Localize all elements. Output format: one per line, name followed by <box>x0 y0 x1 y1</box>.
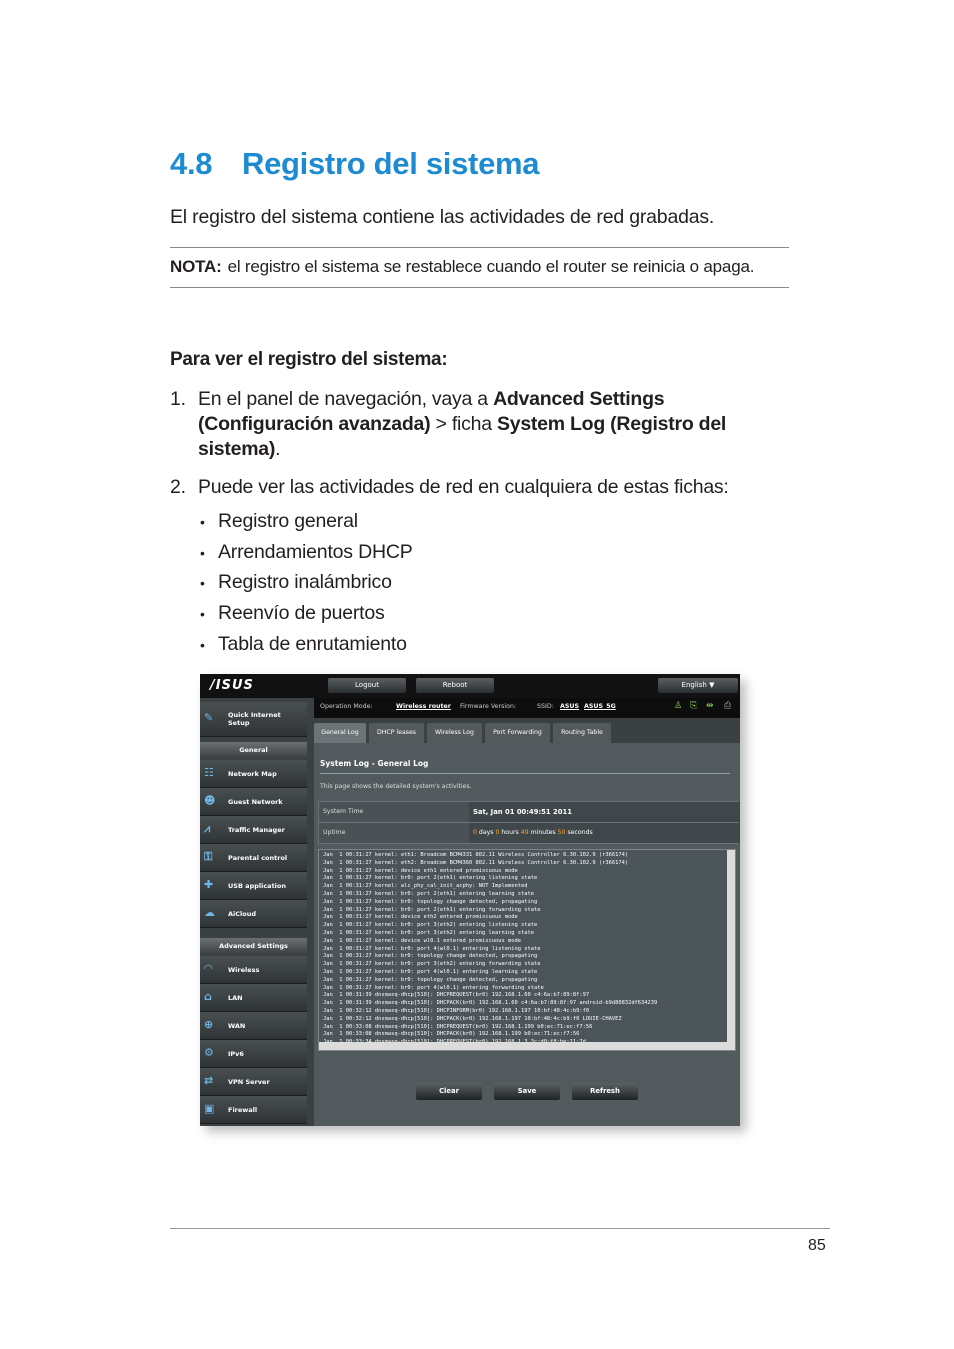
firmware-label: Firmware Version: <box>460 703 517 710</box>
uptime-hours: 0 <box>495 829 500 836</box>
reboot-button[interactable]: Reboot <box>416 678 494 693</box>
bullet-icon: • <box>200 636 205 653</box>
uptime-label: Uptime <box>319 823 469 843</box>
sidebar-item-label: Wireless <box>228 966 260 974</box>
sidebar-item-label: AiCloud <box>228 910 257 918</box>
vertical-scrollbar[interactable] <box>727 850 735 1050</box>
section-number: 4.8 <box>170 146 213 181</box>
chevron-down-icon: ▼ <box>709 681 715 689</box>
list-item-text: Registro inalámbrico <box>218 571 392 594</box>
router-ui-screenshot <box>200 674 740 1126</box>
sidebar-item-aicloud[interactable] <box>200 900 307 928</box>
refresh-button[interactable]: Refresh <box>572 1083 638 1100</box>
sidebar-item-label: LAN <box>228 994 243 1002</box>
quick-internet-setup-button[interactable] <box>200 702 307 737</box>
intro-paragraph: El registro del sistema contiene las actividades de red grabadas. <box>170 206 715 228</box>
tab-list <box>200 506 413 659</box>
firewall-icon: ▣ <box>204 1102 215 1115</box>
system-time-value: Sat, Jan 01 00:49:51 2011 <box>469 802 740 822</box>
tab-routing-table[interactable]: Routing Table <box>553 723 611 743</box>
save-button[interactable]: Save <box>494 1083 560 1100</box>
sidebar-item-label: Firewall <box>228 1106 258 1114</box>
sidebar-item-label: WAN <box>228 1022 246 1030</box>
sidebar-item-label: VPN Server <box>228 1078 270 1086</box>
ipv6-icon: ⚙ <box>204 1046 214 1059</box>
system-log-term: System Log (Registro del sistema) <box>198 413 727 460</box>
sidebar-item-label: Guest Network <box>228 798 283 806</box>
uptime-row <box>318 822 738 844</box>
step-2 <box>170 475 790 500</box>
sidebar-item-traffic-manager[interactable] <box>200 816 307 844</box>
guest-network-icon: ☻ <box>204 794 216 807</box>
list-item-text: Registro general <box>218 510 358 532</box>
logout-button[interactable]: Logout <box>328 678 406 693</box>
sidebar-item-guest-network[interactable] <box>200 788 307 816</box>
step-number: 1. <box>170 388 186 410</box>
clear-button[interactable]: Clear <box>416 1083 482 1100</box>
step-text-part: > ficha <box>430 413 497 435</box>
wireless-icon: ◠ <box>204 962 213 975</box>
divider <box>320 773 730 774</box>
log-text: Jan 1 00:31:27 kernel: eth1: Broadcom BCM4331 802.11 Wireless Controller 6.30.102.9 (r366174) Jan 1 00:31:27 kernel: eth2: Broadcom BCM4360 802.11 Wireless Controller 6.30.102.9 (r366174) Jan 1 00:31:27 kernel: device eth1 entered promiscuous mode Jan 1 00:31:27 kernel: br0: port 2(eth1) entering listening state Jan 1 00:31:27 kernel: wlc_phy_cal_init_acphy: NOT Implemented Jan 1 00:31:27 kernel: br0: port 2(eth1) entering learning state Jan 1 00:31:27 kernel: br0: topology change detected, propagating Jan 1 00:31:27 kernel: br0: port 2(eth1) entering forwarding state Jan 1 00:31:27 kernel: device eth2 entered promiscuous mode Jan 1 00:31:27 kernel: br0: port 3(eth2) entering listening state Jan 1 00:31:27 kernel: br0: port 3(eth2) entering learning state Jan 1 00:31:27 kernel: device wl0.1 entered promiscuous mode Jan 1 00:31:27 kernel: br0: port 4(wl0.1) entering listening state Jan 1 00:31:27 kernel: br0: topology change detected, propagating Jan 1 00:31:27 kernel: br0: port 3(eth2) entering forwarding state Jan 1 00:31:27 kernel: br0: port 4(wl0.1) entering learning state Jan 1 00:31:27 kernel: br0: topology change detected, propagating Jan 1 00:31:27 kernel: br0: port 4(wl0.1) entering forwarding state Jan 1 00:31:39 dnsmasq-dhcp[510]: DHCPREQUEST(br0) 192.168.1.60 c4:6a:b7:89:8f:97 Jan 1 00:31:39 dnsmasq-dhcp[510]: DHCPACK(br0) 192.168.1.60 c4:6a:b7:89:8f:97 android-b9d80832df634239 Jan 1 00:32:12 dnsmasq-dhcp[510]: DHCPINFORM(br0) 192.168.1.197 10:bf:48:4c:b9:f0 Jan 1 00:32:12 dnsmasq-dhcp[510]: DHCPACK(br0) 192.168.1.197 10:bf:48:4c:b9:f0 LOUIE-CHAVEZ Jan 1 00:33:08 dnsmasq-dhcp[510]: DHCPREQUEST(br0) 192.168.1.199 b0:ec:71:ec:f7:56 Jan 1 00:33:08 dnsmasq-dhcp[510]: DHCPACK(br0) 192.168.1.199 b0:ec:71:ec:f7:56 <box>323 852 658 1038</box>
footer-rule <box>170 1228 830 1229</box>
step-text-part: En el panel de navegación, vaya a <box>198 388 494 410</box>
procedure-title: Para ver el registro del sistema: <box>170 349 448 370</box>
parental-control-icon: ⚿ <box>204 850 213 863</box>
client-status-icon[interactable]: ♙ <box>674 701 683 711</box>
sidebar-advanced-header: Advanced Settings <box>200 938 307 954</box>
asus-logo: /ISUS <box>210 678 254 693</box>
list-item-text: Reenvío de puertos <box>218 602 385 625</box>
list-item <box>200 629 413 660</box>
sidebar-item-label: Network Map <box>228 770 277 778</box>
language-label: English <box>681 681 707 689</box>
panel-title: System Log - General Log <box>320 759 429 768</box>
ssid-link[interactable]: ASUS <box>560 703 580 710</box>
bullet-icon: • <box>200 606 205 623</box>
printer-status-icon[interactable]: ⎙ <box>724 701 732 711</box>
sidebar-item-label: Traffic Manager <box>228 826 285 834</box>
uptime-value <box>469 823 740 843</box>
note-text: el registro el sistema se restablece cuando el router se reinicia o apaga. <box>227 257 755 276</box>
tab-dhcp-leases[interactable]: DHCP leases <box>369 723 424 743</box>
vpn-server-icon: ⇄ <box>204 1074 214 1087</box>
log-textarea[interactable] <box>318 849 736 1051</box>
section-heading <box>170 146 539 182</box>
sidebar-item-label: IPv6 <box>228 1050 244 1058</box>
sidebar-item-label: USB application <box>228 882 286 890</box>
uptime-unit: minutes <box>528 829 558 836</box>
uptime-minutes: 49 <box>520 829 529 836</box>
panel-description: This page shows the detailed system's activities. <box>320 783 472 790</box>
advanced-settings-term: Advanced Settings (Configuración avanzada) <box>198 388 665 435</box>
sidebar-general-header: General <box>200 742 307 758</box>
bullet-icon: • <box>200 575 205 592</box>
sidebar-item-wan[interactable] <box>200 1012 307 1040</box>
sidebar-item-lan[interactable] <box>200 984 307 1012</box>
list-item <box>200 598 413 629</box>
list-item <box>200 567 413 598</box>
lan-icon: ⌂ <box>204 990 212 1003</box>
uptime-seconds: 50 <box>557 829 566 836</box>
aicloud-icon: ☁ <box>204 906 215 919</box>
system-time-row <box>318 801 738 823</box>
sidebar-item-ipv6[interactable] <box>200 1040 307 1068</box>
step-text-part: . <box>275 438 281 460</box>
horizontal-scrollbar[interactable] <box>319 1042 727 1050</box>
log-panel <box>314 743 740 1126</box>
section-title: Registro del sistema <box>242 146 540 181</box>
status-bar <box>314 698 740 718</box>
ssid-5g-link[interactable]: ASUS_5G <box>584 703 616 710</box>
note-box <box>170 247 789 288</box>
sidebar-item-label: Quick Internet Setup <box>228 711 281 727</box>
usb-status-icon[interactable]: ⇹ <box>706 701 714 711</box>
wand-icon: ✎ <box>204 711 214 724</box>
sidebar-item-label: Parental control <box>228 854 288 862</box>
uptime-unit: days <box>476 829 496 836</box>
traffic-manager-icon: ⩘ <box>204 822 211 835</box>
language-select[interactable] <box>658 678 738 693</box>
step-number: 2. <box>170 476 186 498</box>
top-bar <box>200 674 740 698</box>
uptime-unit: seconds <box>565 829 593 836</box>
sidebar-item-wireless[interactable] <box>200 956 307 984</box>
ssid-label: SSID: <box>537 703 554 710</box>
uptime-days: 0 <box>473 829 477 836</box>
sidebar-item-firewall[interactable] <box>200 1096 307 1124</box>
tab-port-forwarding[interactable]: Port Forwarding <box>485 723 550 743</box>
uptime-unit: hours <box>499 829 521 836</box>
wan-icon: ⊕ <box>204 1018 214 1031</box>
sidebar-item-vpn-server[interactable] <box>200 1068 307 1096</box>
tab-wireless-log[interactable]: Wireless Log <box>427 723 482 743</box>
internet-status-icon[interactable]: ⎘ <box>690 701 698 711</box>
sidebar-item-network-map[interactable] <box>200 760 307 788</box>
page-number: 85 <box>808 1237 826 1254</box>
list-item-text: Tabla de enrutamiento <box>218 632 407 655</box>
sidebar-item-parental-control[interactable] <box>200 844 307 872</box>
network-map-icon: ☷ <box>204 766 214 779</box>
bullet-icon: • <box>200 544 205 561</box>
list-item <box>200 506 413 537</box>
step-text: Puede ver las actividades de red en cualquiera de estas fichas: <box>198 476 729 498</box>
system-time-label: System Time <box>319 802 469 822</box>
tab-general-log[interactable]: General Log <box>314 723 366 743</box>
note-label: NOTA: <box>170 257 222 276</box>
list-item <box>200 537 413 568</box>
step-text <box>198 387 790 462</box>
step-1 <box>170 387 790 462</box>
bullet-icon: • <box>200 514 205 530</box>
sidebar-item-usb-application[interactable] <box>200 872 307 900</box>
op-mode-link[interactable]: Wireless router <box>396 703 451 710</box>
op-mode-label: Operation Mode: <box>320 703 373 710</box>
usb-application-icon: ✚ <box>204 878 214 891</box>
list-item-text: Arrendamientos DHCP <box>218 540 413 563</box>
